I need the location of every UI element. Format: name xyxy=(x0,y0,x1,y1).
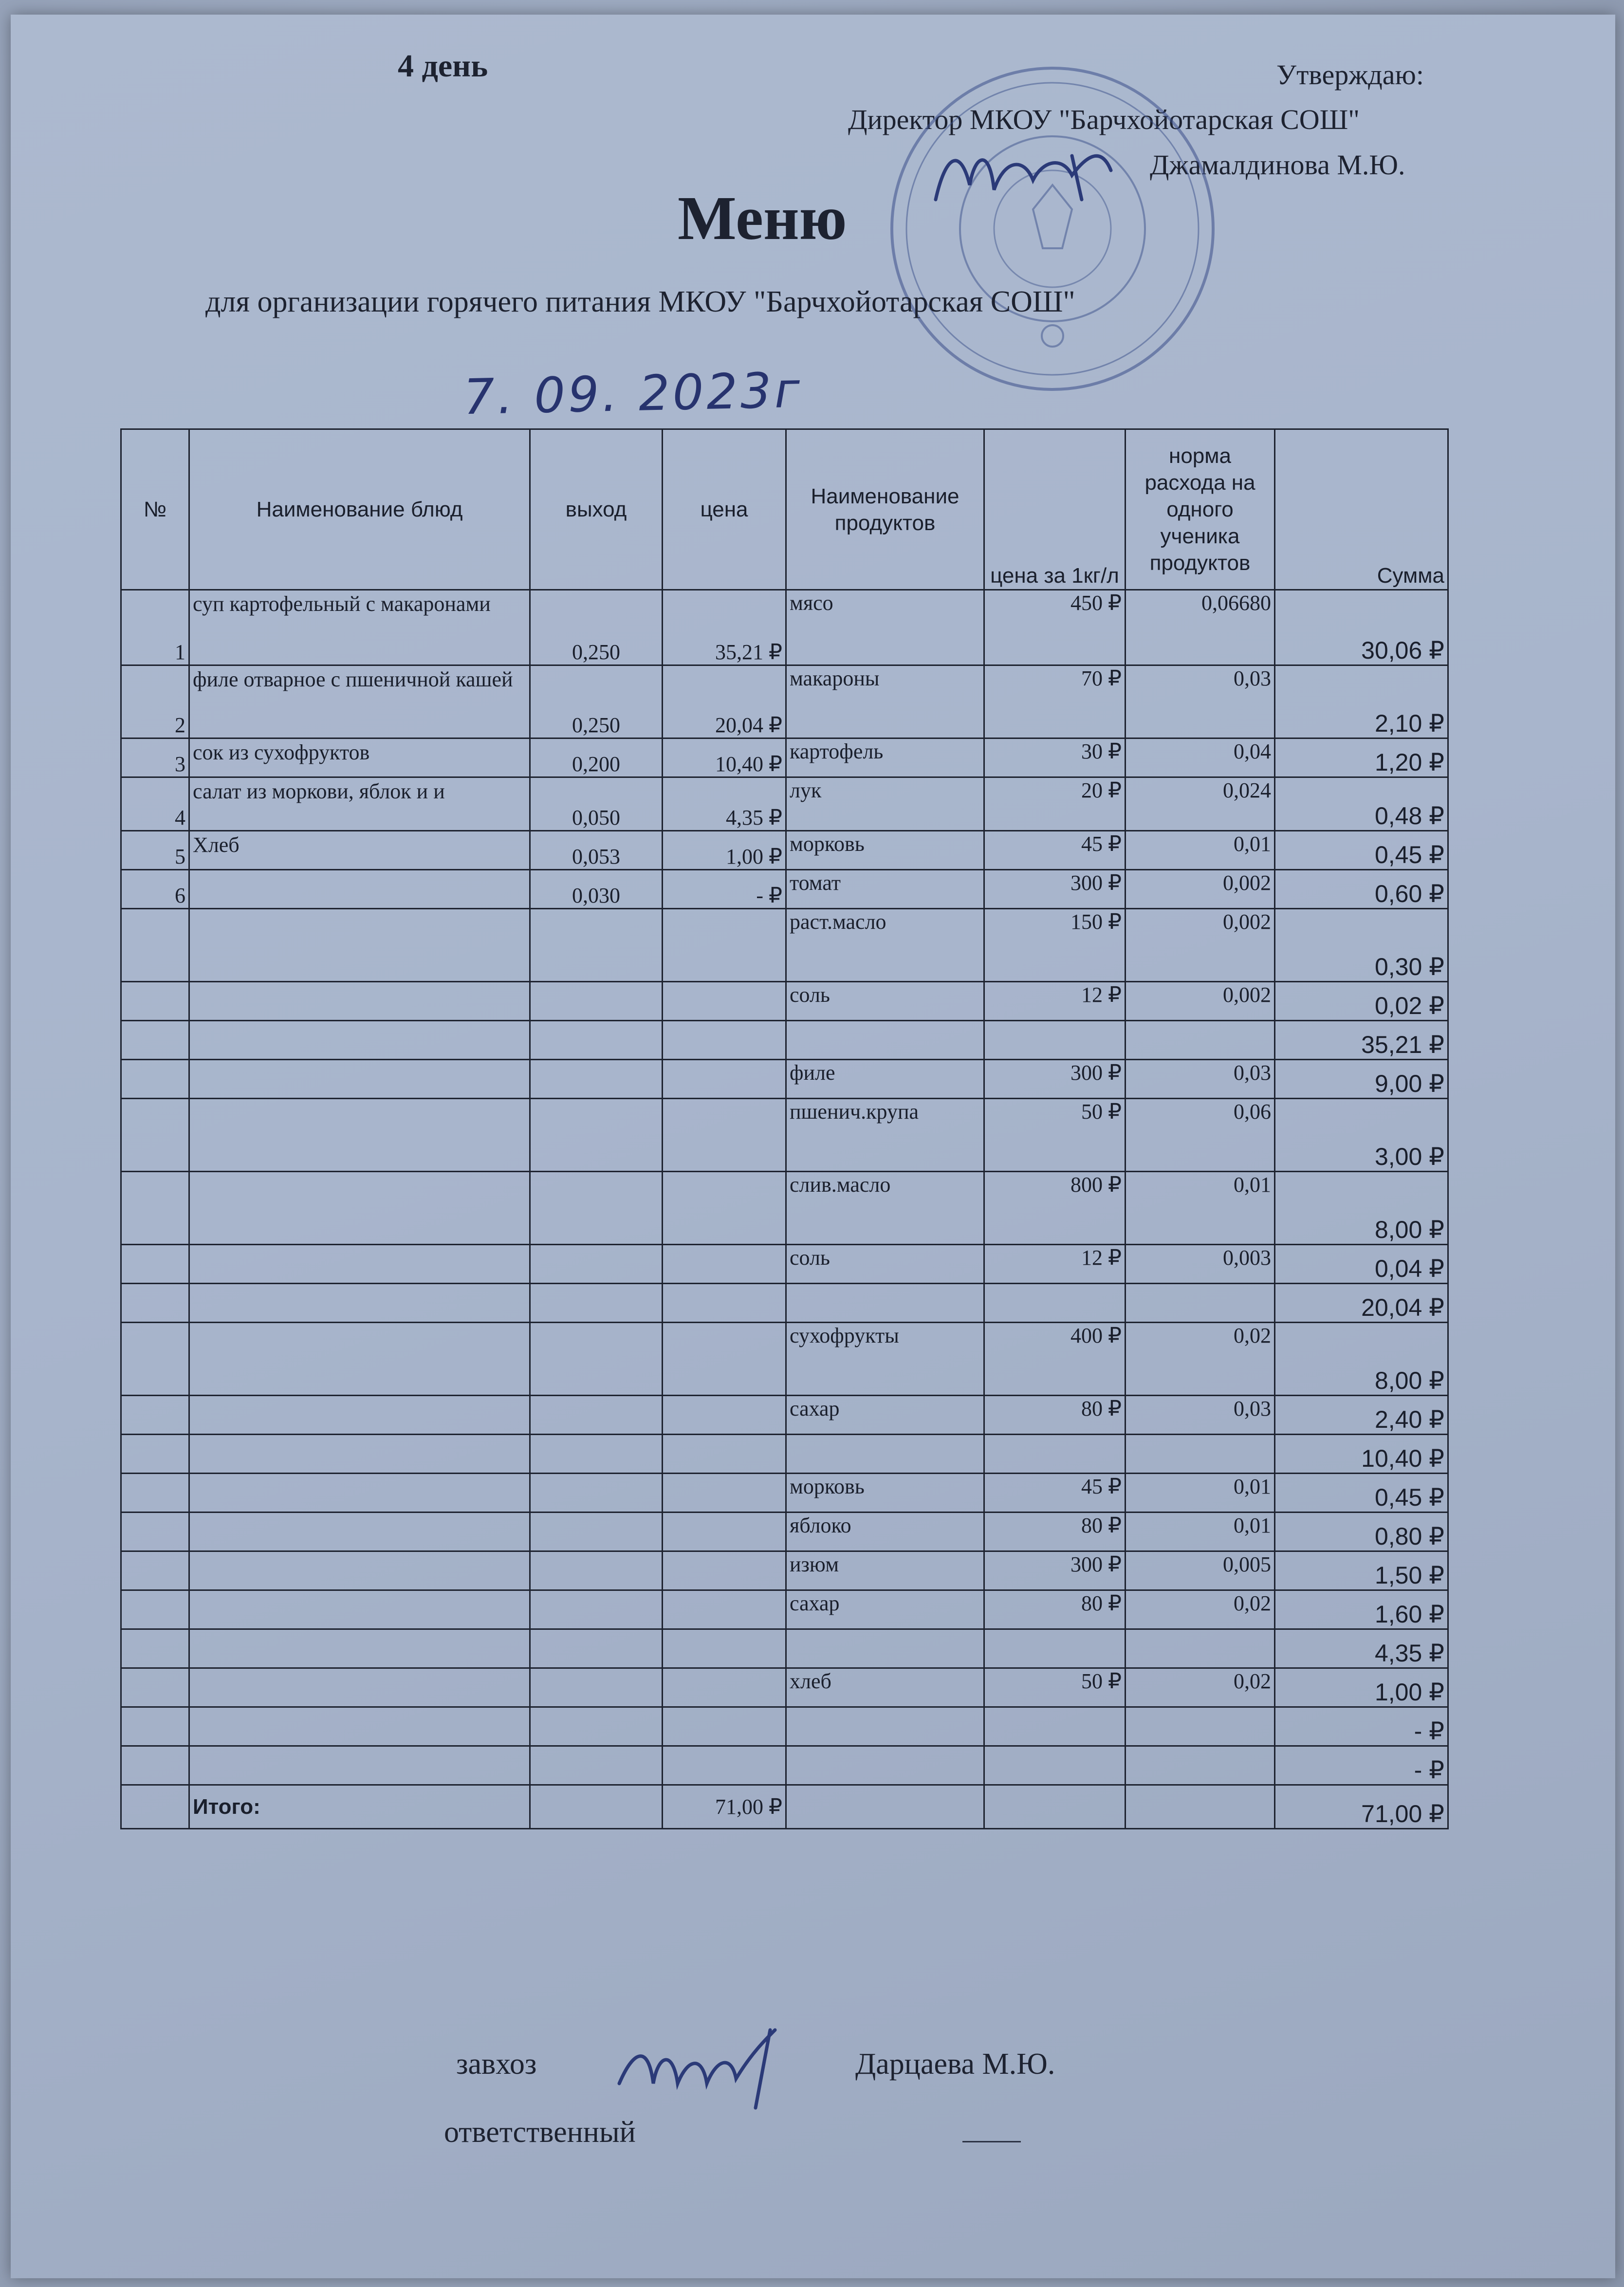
product-price: 150 ₽ xyxy=(984,909,1126,982)
product-sum: 1,00 ₽ xyxy=(1275,1668,1448,1707)
dish-name xyxy=(189,1060,530,1099)
total-label: Итого: xyxy=(189,1785,530,1829)
dish-name xyxy=(189,1551,530,1590)
dish-price: - ₽ xyxy=(663,870,786,909)
dish-yield xyxy=(530,1707,663,1746)
row-number xyxy=(121,1060,189,1099)
dish-name xyxy=(189,909,530,982)
dish-yield: 0,250 xyxy=(530,590,663,665)
product-norm: 0,01 xyxy=(1126,1474,1275,1512)
table-row xyxy=(121,738,1448,777)
product-name: пшенич.крупа xyxy=(786,1099,984,1172)
table-row xyxy=(121,982,1448,1021)
dish-name: филе отварное с пшеничной кашей xyxy=(189,665,530,738)
product-price: 800 ₽ xyxy=(984,1172,1126,1245)
product-price: 300 ₽ xyxy=(984,870,1126,909)
storekeeper-name: Дарцаева М.Ю. xyxy=(855,2047,1055,2081)
table-row xyxy=(121,665,1448,738)
product-name xyxy=(786,1746,984,1785)
dish-yield: 0,030 xyxy=(530,870,663,909)
row-number: 2 xyxy=(121,665,189,738)
row-number xyxy=(121,1746,189,1785)
table-row xyxy=(121,909,1448,982)
product-name: томат xyxy=(786,870,984,909)
product-sum: 35,21 ₽ xyxy=(1275,1021,1448,1060)
table-row xyxy=(121,1629,1448,1668)
dish-yield xyxy=(530,1284,663,1323)
product-name: мясо xyxy=(786,590,984,665)
product-norm: 0,06680 xyxy=(1126,590,1275,665)
row-number xyxy=(121,1245,189,1284)
dish-name xyxy=(189,1668,530,1707)
col-number: № xyxy=(121,429,189,590)
dish-price xyxy=(663,1551,786,1590)
col-price-per-kg: цена за 1кг/л xyxy=(984,429,1126,590)
dish-price xyxy=(663,1323,786,1396)
product-name xyxy=(786,1284,984,1323)
table-row xyxy=(121,1060,1448,1099)
row-number: 5 xyxy=(121,831,189,870)
page-subtitle: для организации горячего питания МКОУ "Барчхойотарская СОШ" xyxy=(205,285,1075,318)
product-sum: 1,20 ₽ xyxy=(1275,738,1448,777)
handwritten-date: 7. 09. 2023г xyxy=(462,361,804,426)
dish-yield xyxy=(530,1323,663,1396)
dish-price xyxy=(663,1746,786,1785)
product-sum: 0,45 ₽ xyxy=(1275,831,1448,870)
product-price: 45 ₽ xyxy=(984,1474,1126,1512)
dish-yield xyxy=(530,1245,663,1284)
col-yield: выход xyxy=(530,429,663,590)
product-price: 300 ₽ xyxy=(984,1551,1126,1590)
dish-name xyxy=(189,1590,530,1629)
dish-price xyxy=(663,1668,786,1707)
dish-name xyxy=(189,1707,530,1746)
product-name xyxy=(786,1629,984,1668)
director-label: Директор МКОУ "Барчхойотарская СОШ" xyxy=(848,104,1360,135)
product-price xyxy=(984,1021,1126,1060)
total-empty xyxy=(121,1785,189,1829)
product-sum: 0,02 ₽ xyxy=(1275,982,1448,1021)
responsible-role: ответственный xyxy=(444,2116,636,2149)
table-row xyxy=(121,1435,1448,1474)
dish-name xyxy=(189,1396,530,1435)
dish-name xyxy=(189,1099,530,1172)
row-number xyxy=(121,909,189,982)
product-name: изюм xyxy=(786,1551,984,1590)
dish-yield xyxy=(530,909,663,982)
product-name: соль xyxy=(786,982,984,1021)
product-norm: 0,02 xyxy=(1126,1668,1275,1707)
dish-name xyxy=(189,1435,530,1474)
dish-yield xyxy=(530,1629,663,1668)
product-name xyxy=(786,1435,984,1474)
dish-yield xyxy=(530,1172,663,1245)
dish-price xyxy=(663,909,786,982)
product-name: хлеб xyxy=(786,1668,984,1707)
dish-price xyxy=(663,1396,786,1435)
director-signature xyxy=(926,127,1140,224)
total-empty xyxy=(984,1785,1126,1829)
table-row xyxy=(121,777,1448,831)
product-name: сахар xyxy=(786,1396,984,1435)
table-header-row xyxy=(121,429,1448,590)
product-price xyxy=(984,1629,1126,1668)
product-sum: 30,06 ₽ xyxy=(1275,590,1448,665)
dish-yield xyxy=(530,1590,663,1629)
dish-price xyxy=(663,1245,786,1284)
menu-table xyxy=(120,428,1449,1829)
table-row xyxy=(121,1284,1448,1323)
product-price: 80 ₽ xyxy=(984,1396,1126,1435)
table-row xyxy=(121,1668,1448,1707)
dish-name xyxy=(189,1245,530,1284)
product-price: 450 ₽ xyxy=(984,590,1126,665)
dish-price xyxy=(663,1172,786,1245)
row-number xyxy=(121,1396,189,1435)
dish-name xyxy=(189,1172,530,1245)
product-sum: 3,00 ₽ xyxy=(1275,1099,1448,1172)
product-sum: 4,35 ₽ xyxy=(1275,1629,1448,1668)
table-row xyxy=(121,1512,1448,1551)
product-sum: 20,04 ₽ xyxy=(1275,1284,1448,1323)
table-row xyxy=(121,590,1448,665)
product-sum: 0,80 ₽ xyxy=(1275,1512,1448,1551)
product-name xyxy=(786,1707,984,1746)
dish-yield xyxy=(530,1396,663,1435)
dish-price xyxy=(663,1590,786,1629)
dish-name: суп картофельный с макаронами xyxy=(189,590,530,665)
table-row xyxy=(121,1474,1448,1512)
dish-price xyxy=(663,982,786,1021)
product-sum: 10,40 ₽ xyxy=(1275,1435,1448,1474)
dish-name xyxy=(189,1021,530,1060)
row-number xyxy=(121,1021,189,1060)
dish-price xyxy=(663,1284,786,1323)
dish-price xyxy=(663,1021,786,1060)
product-norm: 0,002 xyxy=(1126,870,1275,909)
product-price: 70 ₽ xyxy=(984,665,1126,738)
table-row xyxy=(121,1551,1448,1590)
dish-name xyxy=(189,1474,530,1512)
product-price xyxy=(984,1435,1126,1474)
product-name xyxy=(786,1021,984,1060)
dish-name xyxy=(189,1323,530,1396)
row-number xyxy=(121,1707,189,1746)
product-price: 300 ₽ xyxy=(984,1060,1126,1099)
row-number xyxy=(121,1551,189,1590)
product-price: 50 ₽ xyxy=(984,1099,1126,1172)
product-norm: 0,01 xyxy=(1126,1512,1275,1551)
product-name: яблоко xyxy=(786,1512,984,1551)
product-norm xyxy=(1126,1746,1275,1785)
page-title: Меню xyxy=(678,184,847,253)
product-norm: 0,06 xyxy=(1126,1099,1275,1172)
table-row xyxy=(121,831,1448,870)
dish-name: сок из сухофруктов xyxy=(189,738,530,777)
storekeeper-signature xyxy=(609,2010,814,2118)
product-name: картофель xyxy=(786,738,984,777)
product-norm xyxy=(1126,1021,1275,1060)
product-name: морковь xyxy=(786,1474,984,1512)
product-norm: 0,003 xyxy=(1126,1245,1275,1284)
product-norm: 0,01 xyxy=(1126,831,1275,870)
product-price: 12 ₽ xyxy=(984,982,1126,1021)
product-name: слив.масло xyxy=(786,1172,984,1245)
row-number xyxy=(121,1172,189,1245)
product-price xyxy=(984,1707,1126,1746)
col-price: цена xyxy=(663,429,786,590)
row-number xyxy=(121,1323,189,1396)
table-row xyxy=(121,1746,1448,1785)
total-empty xyxy=(1126,1785,1275,1829)
product-norm: 0,005 xyxy=(1126,1551,1275,1590)
dish-name xyxy=(189,1512,530,1551)
row-number xyxy=(121,1590,189,1629)
row-number: 6 xyxy=(121,870,189,909)
product-sum: 0,45 ₽ xyxy=(1275,1474,1448,1512)
product-price xyxy=(984,1284,1126,1323)
row-number xyxy=(121,1474,189,1512)
table-row xyxy=(121,1172,1448,1245)
row-number xyxy=(121,1435,189,1474)
dish-price: 20,04 ₽ xyxy=(663,665,786,738)
dish-yield xyxy=(530,1668,663,1707)
product-name: раст.масло xyxy=(786,909,984,982)
document-page xyxy=(11,15,1615,2278)
dish-yield: 0,250 xyxy=(530,665,663,738)
product-sum: 2,40 ₽ xyxy=(1275,1396,1448,1435)
row-number xyxy=(121,982,189,1021)
dish-yield xyxy=(530,1474,663,1512)
dish-name xyxy=(189,982,530,1021)
col-product-name: Наименование продуктов xyxy=(786,429,984,590)
dish-yield xyxy=(530,1746,663,1785)
col-norm: норма расхода на одного ученика продуктов xyxy=(1126,429,1275,590)
total-price: 71,00 ₽ xyxy=(663,1785,786,1829)
storekeeper-role: завхоз xyxy=(456,2047,537,2081)
product-price xyxy=(984,1746,1126,1785)
product-norm: 0,02 xyxy=(1126,1323,1275,1396)
row-number xyxy=(121,1629,189,1668)
product-price: 20 ₽ xyxy=(984,777,1126,831)
product-norm xyxy=(1126,1707,1275,1746)
product-norm: 0,024 xyxy=(1126,777,1275,831)
row-number xyxy=(121,1512,189,1551)
dish-name: салат из моркови, яблок и и xyxy=(189,777,530,831)
dish-yield xyxy=(530,1512,663,1551)
row-number xyxy=(121,1099,189,1172)
dish-yield xyxy=(530,1060,663,1099)
product-price: 80 ₽ xyxy=(984,1512,1126,1551)
product-norm: 0,002 xyxy=(1126,982,1275,1021)
product-sum: 2,10 ₽ xyxy=(1275,665,1448,738)
row-number: 1 xyxy=(121,590,189,665)
dish-price xyxy=(663,1707,786,1746)
dish-price xyxy=(663,1060,786,1099)
product-norm xyxy=(1126,1629,1275,1668)
row-number: 3 xyxy=(121,738,189,777)
dish-name xyxy=(189,870,530,909)
product-norm: 0,03 xyxy=(1126,1060,1275,1099)
row-number xyxy=(121,1668,189,1707)
product-price: 80 ₽ xyxy=(984,1590,1126,1629)
dish-price: 10,40 ₽ xyxy=(663,738,786,777)
product-norm xyxy=(1126,1435,1275,1474)
product-norm: 0,002 xyxy=(1126,909,1275,982)
product-sum: 8,00 ₽ xyxy=(1275,1323,1448,1396)
product-sum: 9,00 ₽ xyxy=(1275,1060,1448,1099)
col-dish-name: Наименование блюд xyxy=(189,429,530,590)
dish-name xyxy=(189,1746,530,1785)
dish-name xyxy=(189,1629,530,1668)
product-price: 12 ₽ xyxy=(984,1245,1126,1284)
product-norm: 0,03 xyxy=(1126,665,1275,738)
product-name: лук xyxy=(786,777,984,831)
product-sum: 0,04 ₽ xyxy=(1275,1245,1448,1284)
total-empty xyxy=(786,1785,984,1829)
product-sum: - ₽ xyxy=(1275,1707,1448,1746)
product-norm: 0,04 xyxy=(1126,738,1275,777)
table-row xyxy=(121,1245,1448,1284)
total-empty xyxy=(530,1785,663,1829)
table-row xyxy=(121,1396,1448,1435)
product-sum: 8,00 ₽ xyxy=(1275,1172,1448,1245)
dish-price: 1,00 ₽ xyxy=(663,831,786,870)
product-norm: 0,02 xyxy=(1126,1590,1275,1629)
product-price: 400 ₽ xyxy=(984,1323,1126,1396)
dish-yield xyxy=(530,1551,663,1590)
signature-line xyxy=(962,2141,1021,2142)
dish-yield xyxy=(530,1435,663,1474)
approve-label: Утверждаю: xyxy=(1276,59,1424,91)
product-sum: 1,50 ₽ xyxy=(1275,1551,1448,1590)
product-sum: 0,60 ₽ xyxy=(1275,870,1448,909)
dish-yield: 0,053 xyxy=(530,831,663,870)
product-name: сухофрукты xyxy=(786,1323,984,1396)
product-name: соль xyxy=(786,1245,984,1284)
product-sum: - ₽ xyxy=(1275,1746,1448,1785)
product-price: 30 ₽ xyxy=(984,738,1126,777)
product-price: 50 ₽ xyxy=(984,1668,1126,1707)
dish-yield: 0,200 xyxy=(530,738,663,777)
dish-price: 4,35 ₽ xyxy=(663,777,786,831)
table-row xyxy=(121,870,1448,909)
dish-name: Хлеб xyxy=(189,831,530,870)
table-row xyxy=(121,1707,1448,1746)
product-name: морковь xyxy=(786,831,984,870)
table-row xyxy=(121,1021,1448,1060)
table-row xyxy=(121,1099,1448,1172)
total-row xyxy=(121,1785,1448,1829)
product-name: филе xyxy=(786,1060,984,1099)
dish-price xyxy=(663,1435,786,1474)
row-number xyxy=(121,1284,189,1323)
product-sum: 1,60 ₽ xyxy=(1275,1590,1448,1629)
table-row xyxy=(121,1590,1448,1629)
product-name: макароны xyxy=(786,665,984,738)
product-sum: 0,30 ₽ xyxy=(1275,909,1448,982)
director-name: Джамалдинова М.Ю. xyxy=(1150,149,1405,181)
product-price: 45 ₽ xyxy=(984,831,1126,870)
product-sum: 0,48 ₽ xyxy=(1275,777,1448,831)
dish-name xyxy=(189,1284,530,1323)
col-sum: Сумма xyxy=(1275,429,1448,590)
product-norm: 0,03 xyxy=(1126,1396,1275,1435)
day-label: 4 день xyxy=(398,48,488,84)
dish-yield xyxy=(530,1099,663,1172)
dish-price: 35,21 ₽ xyxy=(663,590,786,665)
dish-price xyxy=(663,1099,786,1172)
dish-price xyxy=(663,1629,786,1668)
dish-yield xyxy=(530,1021,663,1060)
row-number: 4 xyxy=(121,777,189,831)
dish-price xyxy=(663,1512,786,1551)
table-row xyxy=(121,1323,1448,1396)
dish-price xyxy=(663,1474,786,1512)
total-sum: 71,00 ₽ xyxy=(1275,1785,1448,1829)
dish-yield: 0,050 xyxy=(530,777,663,831)
product-norm xyxy=(1126,1284,1275,1323)
product-name: сахар xyxy=(786,1590,984,1629)
dish-yield xyxy=(530,982,663,1021)
product-norm: 0,01 xyxy=(1126,1172,1275,1245)
